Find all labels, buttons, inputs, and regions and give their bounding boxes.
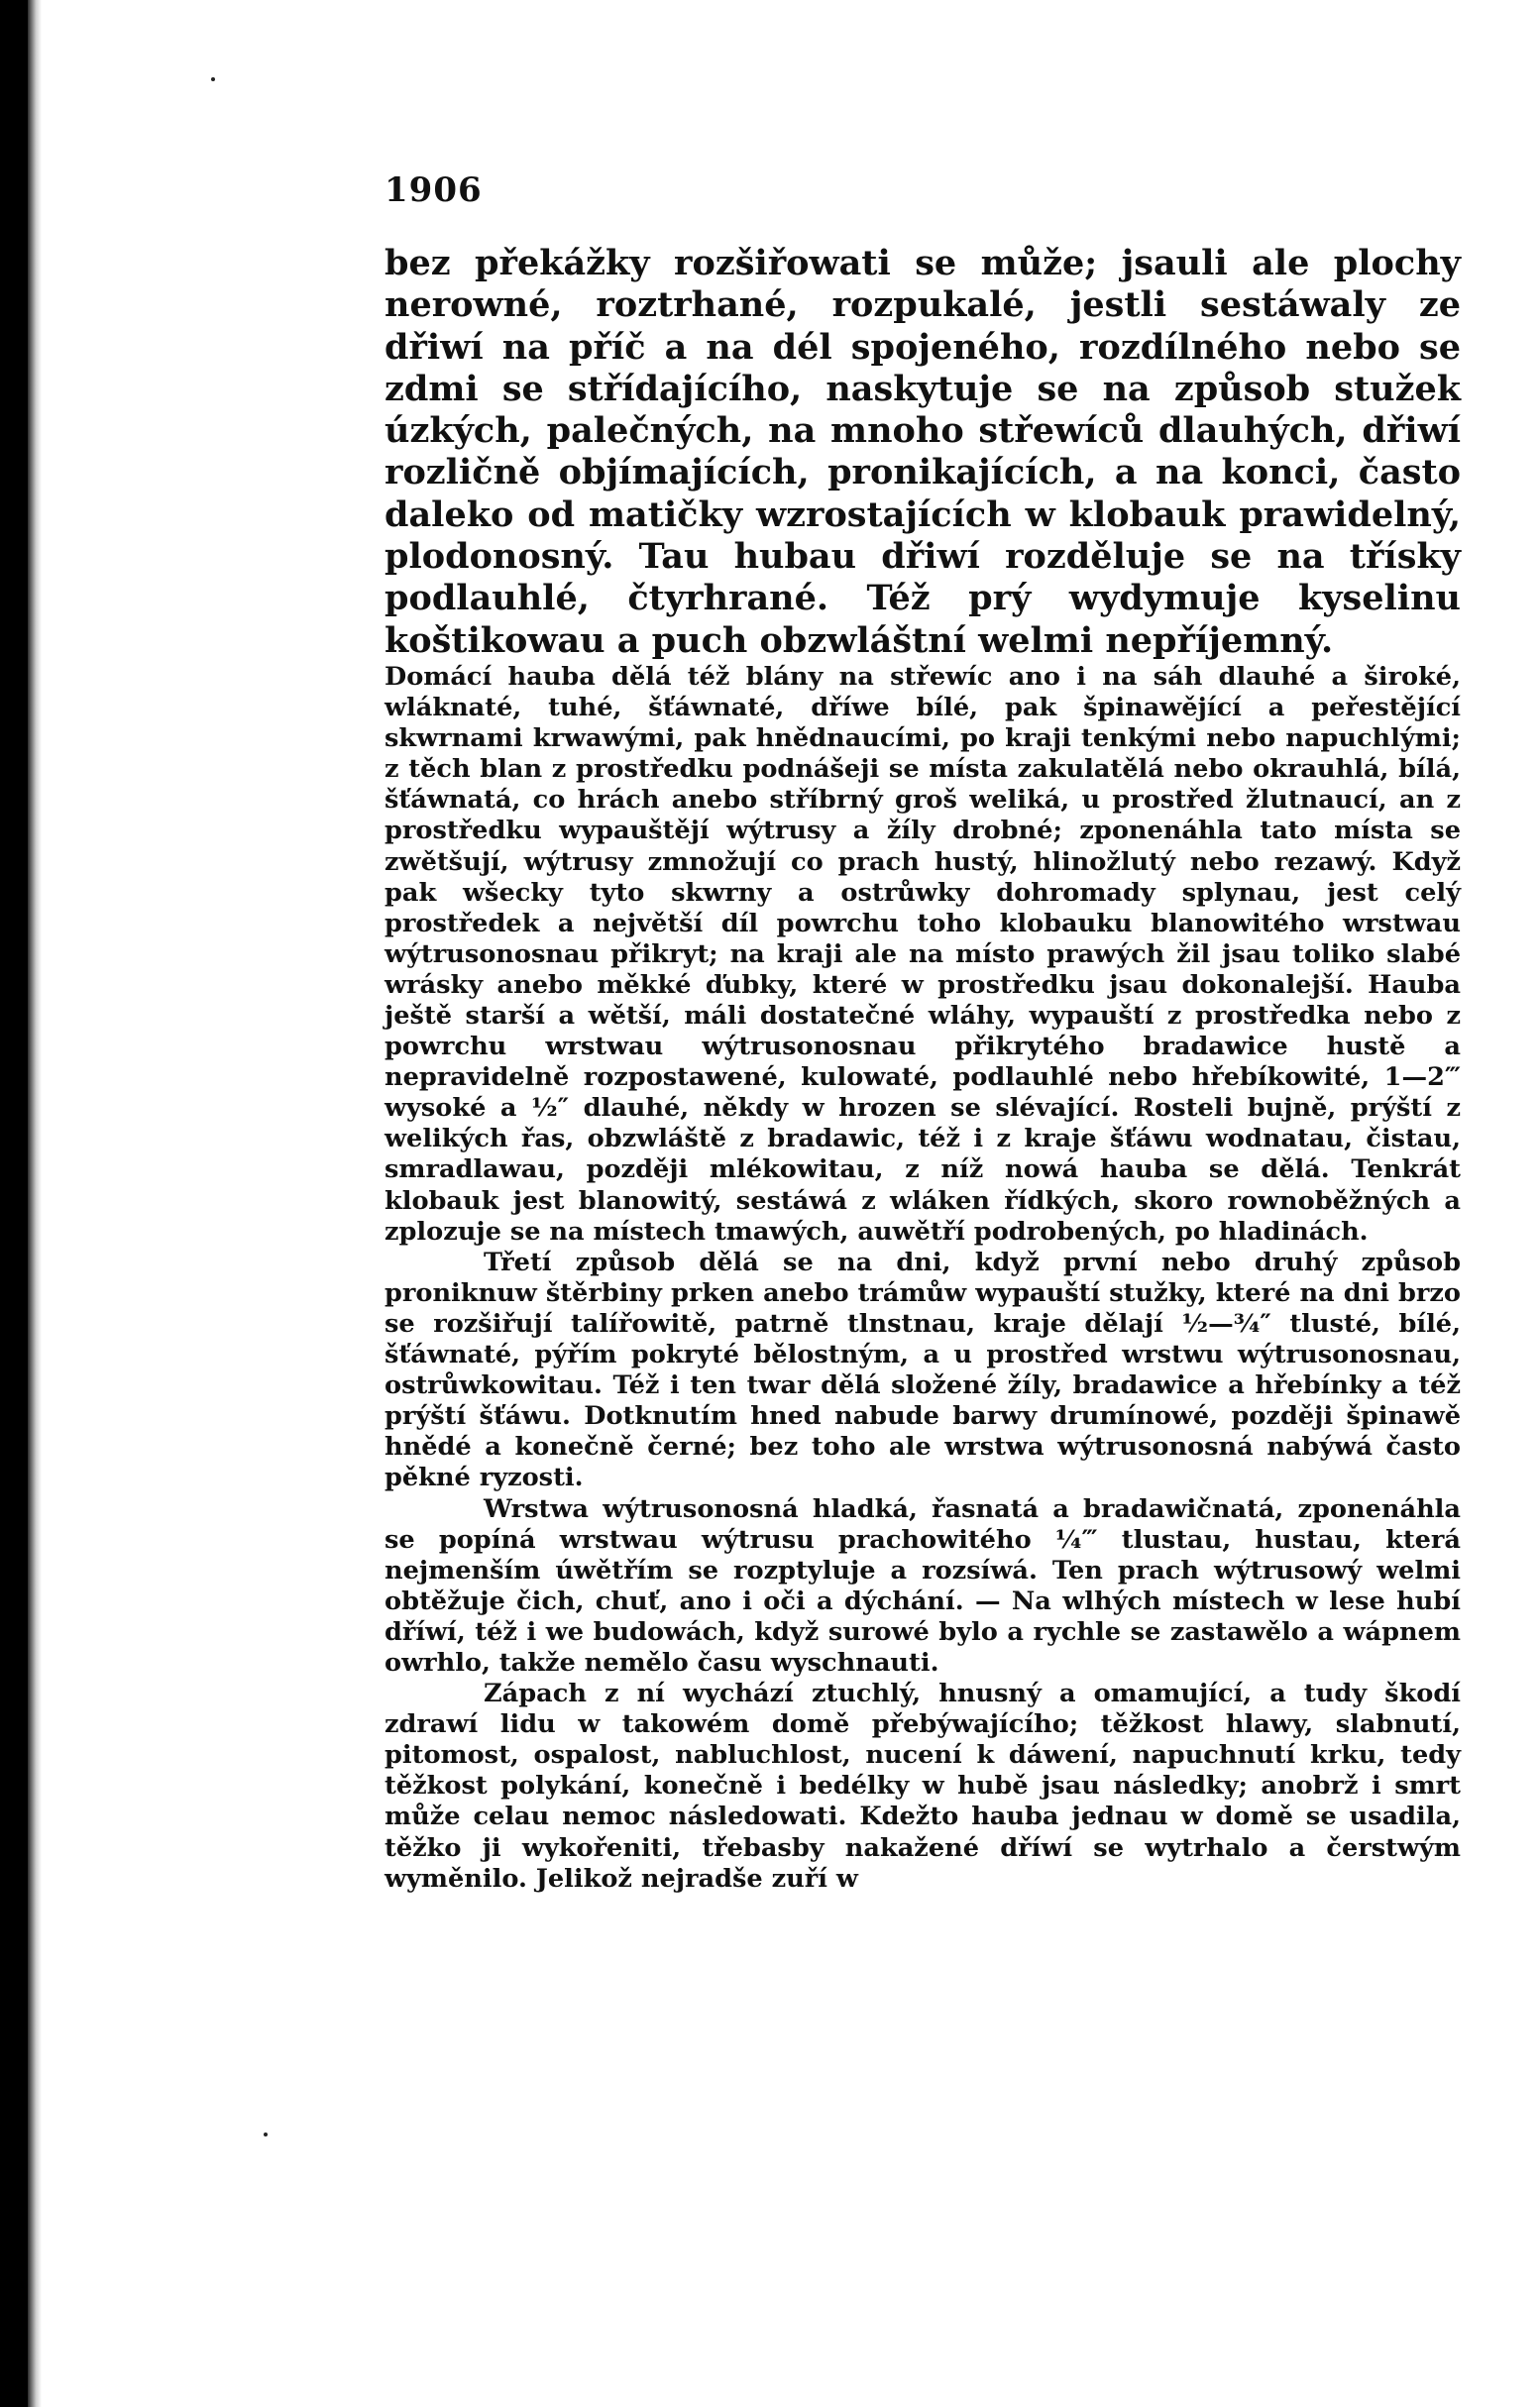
page-number: 1906 <box>385 170 483 210</box>
scan-speck <box>264 2133 268 2136</box>
scan-speck <box>211 77 215 81</box>
paragraph-4: Wrstwa wýtrusonosná hladká, řasnatá a bradawičnatá, zponenáhla se popíná wrstwau wýtrusu prachowitého ¼‴ tlustau, hustau, která nejmenším úwětřím se rozptyluje a rozsíwá. Ten prach wýtrusowý welmi obtěžuje čich, chuť, ano i oči a dýchání. — Na wlhých místech w lese hubí dříwí, též i we budowách, když surowé bylo a rychle se zastawělo a wápnem owrhlo, takže nemělo času wyschnauti. <box>385 1493 1461 1678</box>
text-column <box>385 243 1461 1895</box>
paragraph-1: bez překážky rozšiřowati se může; jsauli ale plochy nerowné, roztrhané, rozpukalé, jestli sestáwaly ze dřiwí na příč a na dél spojeného, rozdílného nebo se zdmi se střídajícího, naskytuje se na způsob stužek úzkých, palečných, na mnoho střewíců dlauhých, dřiwí rozličně objímajících, pronikajících, a na konci, často daleko od matičky wzrostajících w klobauk prawidelný, plodonosný. Tau hubau dřiwí rozděluje se na třísky podlauhlé, čtyrhrané. Též prý wydymuje kyselinu koštikowau a puch obzwláštní welmi nepříjemný. <box>385 243 1461 661</box>
binding-gutter <box>28 0 42 2407</box>
paragraph-3: Třetí způsob dělá se na dni, když první nebo druhý způsob proniknuw štěrbiny prken anebo trámůw wypauští stužky, které na dni brzo se rozšiřují talířowitě, patrně tlnstnau, kraje dělají ½—¾″ tlusté, bílé, šťáwnaté, pýřím pokryté bělostným, a u prostřed wrstwu wýtrusonosnau, ostrůwkowitau. Též i ten twar dělá složené žíly, bradawice a hřebínky a též prýští šťáwu. Dotknutím hned nabude barwy drumínowé, později špinawě hnědé a konečně černé; bez toho ale wrstwa wýtrusonosná nabýwá často pěkné ryzosti. <box>385 1247 1461 1493</box>
paragraph-2: Domácí hauba dělá též blány na střewíc ano i na sáh dlauhé a široké, wláknaté, tuhé, šťáwnaté, dříwe bílé, pak špinawějící a peřestějící skwrnami krwawými, pak hnědnaucími, po kraji tenkými nebo napuchlými; z těch blan z prostředku podnášeji se místa zakulatělá nebo okrauhlá, bílá, šťáwnatá, co hrách anebo stříbrný groš weliká, u prostřed žlutnaucí, an z prostředku wypauštějí wýtrusy a žíly drobné; zponenáhla tato místa se zwětšují, wýtrusy zmnožují co prach hustý, hlinožlutý nebo rezawý. Když pak wšecky tyto skwrny a ostrůwky dohromady splynau, jest celý prostředek a největší díl powrchu toho klobauku blanowitého wrstwau wýtrusonosnau přikryt; na kraji ale na místo prawých žil jsau toliko slabé wrásky anebo měkké ďubky, které w prostředku jsau dokonalejší. Hauba ještě starší a wětší, máli dostatečné wláhy, wypauští z prostředka nebo z powrchu wrstwau wýtrusonosnau přikrytého bradawice hustě a nepravidelně rozpostawené, kulowaté, podlauhlé nebo hřebíkowité, 1—2‴ wysoké a ½″ dlauhé, někdy w hrozen se slévající. Rosteli bujně, prýští z welikých řas, obzwláště z bradawic, též i z kraje šťáwu wodnatau, čistau, smradlawau, později mlékowitau, z níž nowá hauba se dělá. Tenkrát klobauk jest blanowitý, sestáwá z wláken řídkých, skoro rownoběžných a zplozuje se na místech tmawých, auwětří podrobených, po hladinách. <box>385 661 1461 1247</box>
paragraph-5: Zápach z ní wychází ztuchlý, hnusný a omamující, a tudy škodí zdrawí lidu w takowém domě přebýwajícího; těžkost hlawy, slabnutí, pitomost, ospalost, nabluchlost, nucení k dáwení, napuchnutí krku, tedy těžkost polykání, konečně i bedélky w hubě jsau následky; anobrž i smrt může celau nemoc následowati. Kdežto hauba jednau w domě se usadila, těžko ji wykořeniti, třebasby nakažené dříwí se wytrhalo a čerstwým wyměnilo. Jelikož nejradše zuří w <box>385 1679 1461 1894</box>
